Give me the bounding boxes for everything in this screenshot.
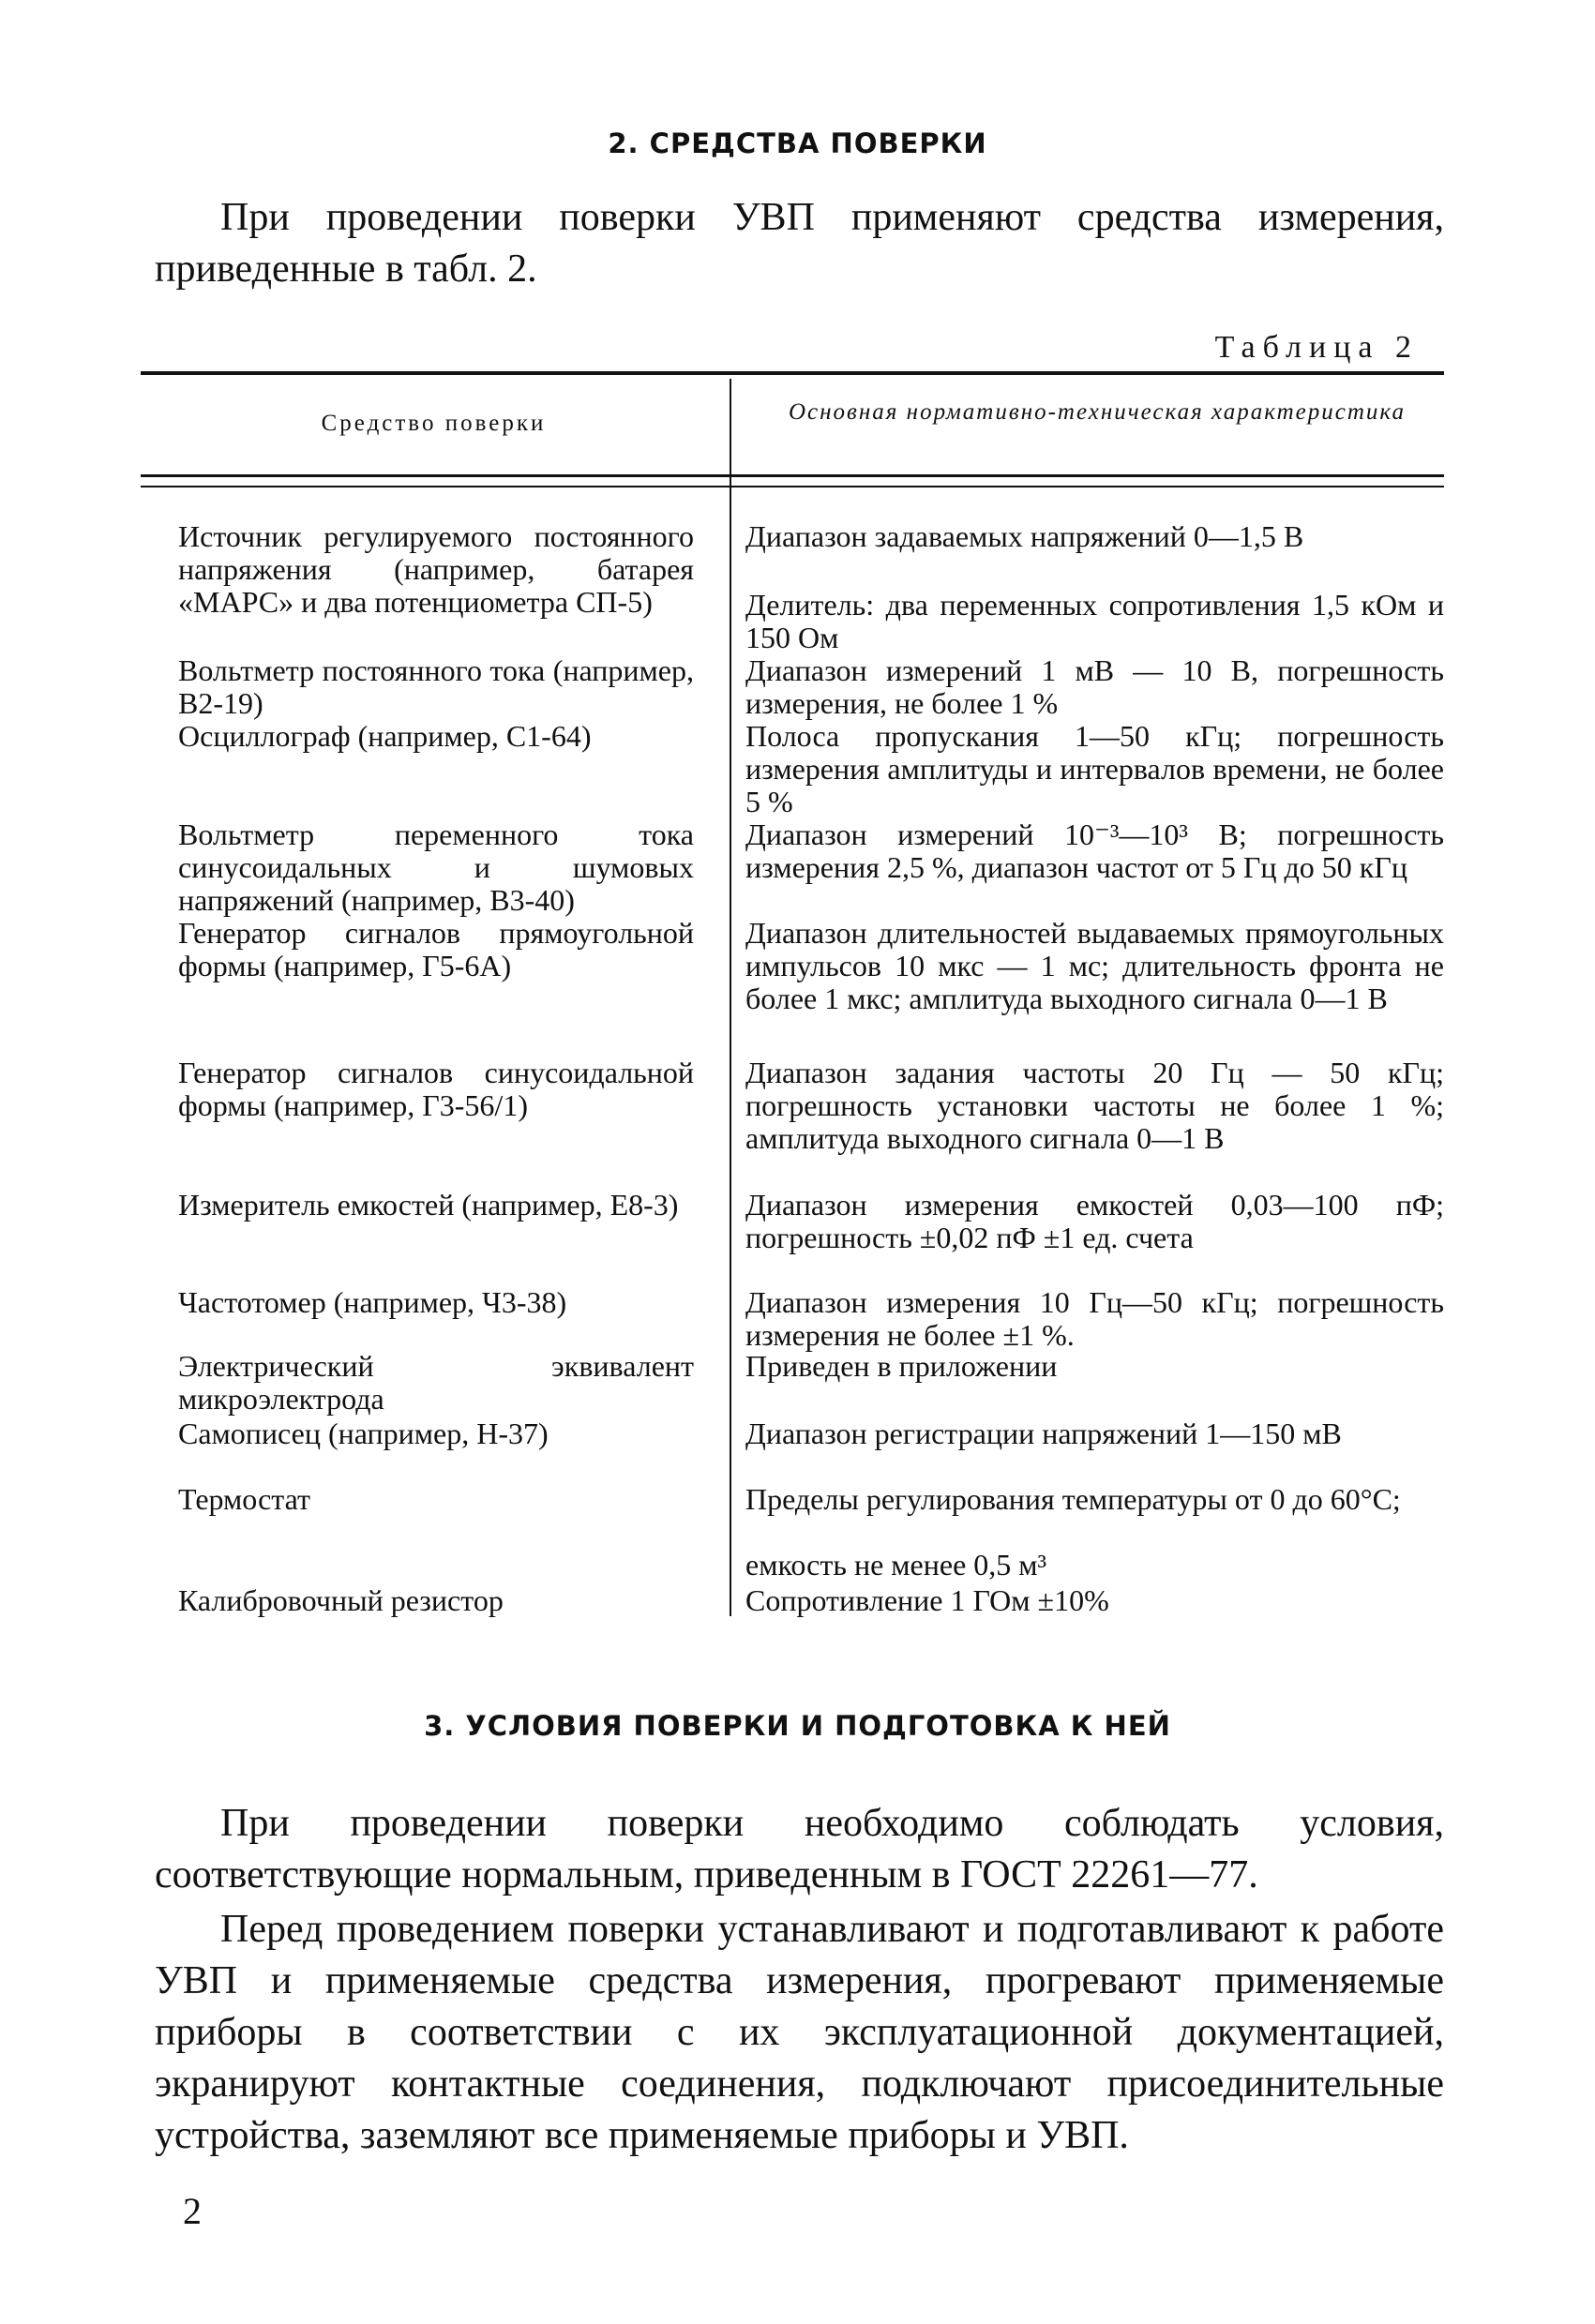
table-row-2-tool: Вольтметр постоянного тока (например, В2-19) [178, 653, 694, 720]
table-header-characteristic: Основная нормативно-техническая характеристика [789, 399, 1406, 425]
table-row-9-tool: Электрический эквивалент микроэлектрода [178, 1349, 694, 1416]
table-row-0-characteristic: Диапазон задаваемых напряжений 0—1,5 В [745, 519, 1304, 553]
table-row-4-characteristic: Диапазон измерений 10⁻³—10³ В; погрешность измерения 2,5 %, диапазон частот от 5 Гц до 50 кГц [745, 817, 1444, 884]
table-header-tool: Средство поверки [321, 411, 547, 436]
table-column-divider [730, 379, 731, 1616]
table-row-9-characteristic: Приведен в приложении [745, 1349, 1058, 1383]
table-row-2-characteristic: Диапазон измерений 1 мВ — 10 В, погрешность измерения, не более 1 % [745, 653, 1444, 720]
table-header-rule [141, 474, 1444, 477]
table-row-0-tool: Источник регулируемого постоянного напряжения (например, батарея «МАРС» и два потенциометра СП-5) [178, 519, 694, 619]
table-row-3-characteristic: Полоса пропускания 1—50 кГц; погрешность измерения амплитуды и интервалов времени, не более 5 % [745, 719, 1444, 818]
table-top-rule [141, 371, 1444, 375]
table-row-12-characteristic: емкость не менее 0,5 м³ [745, 1548, 1047, 1582]
table-row-11-tool: Термостат [178, 1482, 311, 1516]
table-row-8-characteristic: Диапазон измерения 10 Гц—50 кГц; погрешность измерения не более ±1 %. [745, 1285, 1444, 1352]
table-row-13-characteristic: Сопротивление 1 ГОм ±10% [745, 1583, 1109, 1617]
table-header-rule-double [141, 486, 1444, 487]
table-row-8-tool: Частотомер (например, Ч3-38) [178, 1285, 567, 1319]
section-2-paragraph: При проведении поверки УВП применяют средства измерения, приведенные в табл. 2. [155, 196, 1444, 291]
table-row-13-tool: Калибровочный резистор [178, 1583, 504, 1617]
table-row-10-characteristic: Диапазон регистрации напряжений 1—150 мВ [745, 1417, 1342, 1450]
table-row-5-tool: Генератор сигналов прямоугольной формы (например, Г5-6А) [178, 916, 694, 982]
table-row-7-tool: Измеритель емкостей (например, Е8-3) [178, 1188, 679, 1222]
section-3-heading: 3. УСЛОВИЯ ПОВЕРКИ И ПОДГОТОВКА К НЕЙ [424, 1710, 1171, 1742]
table-row-1-characteristic: Делитель: два переменных сопротивления 1,5 кОм и 150 Ом [745, 588, 1444, 654]
table-caption: Таблица 2 [1214, 330, 1419, 365]
section-3-paragraph-2: Перед проведением поверки устанавливают и подготавливают к работе УВП и применяемые средства измерения, прогревают применяемые приборы в соответствии с их эксплуатационной документацией, экранируют контактные соединения, подключают присоединительные устройства, заземляют все применяемые приборы и УВП. [155, 1908, 1444, 2157]
table-row-11-characteristic: Пределы регулирования температуры от 0 до 60°С; [745, 1482, 1401, 1516]
table-row-10-tool: Самописец (например, Н-37) [178, 1417, 549, 1450]
table-row-6-tool: Генератор сигналов синусоидальной формы (например, Г3-56/1) [178, 1056, 694, 1122]
table-row-3-tool: Осциллограф (например, С1-64) [178, 719, 592, 753]
table-row-6-characteristic: Диапазон задания частоты 20 Гц — 50 кГц; погрешность установки частоты не более 1 %; амплитуда выходного сигнала 0—1 В [745, 1056, 1444, 1155]
table-row-4-tool: Вольтметр переменного тока синусоидальных и шумовых напряжений (например, В3-40) [178, 817, 694, 917]
section-3-paragraph-1: При проведении поверки необходимо соблюдать условия, соответствующие нормальным, приведенным в ГОСТ 22261—77. [155, 1802, 1444, 1897]
section-2-heading: 2. СРЕДСТВА ПОВЕРКИ [608, 127, 987, 159]
page-number: 2 [183, 2190, 202, 2232]
table-row-7-characteristic: Диапазон измерения емкостей 0,03—100 пФ; погрешность ±0,02 пФ ±1 ед. счета [745, 1188, 1444, 1254]
table-row-5-characteristic: Диапазон длительностей выдаваемых прямоугольных импульсов 10 мкс — 1 мс; длительность фронта не более 1 мкс; амплитуда выходного сигнала 0—1 В [745, 916, 1444, 1015]
